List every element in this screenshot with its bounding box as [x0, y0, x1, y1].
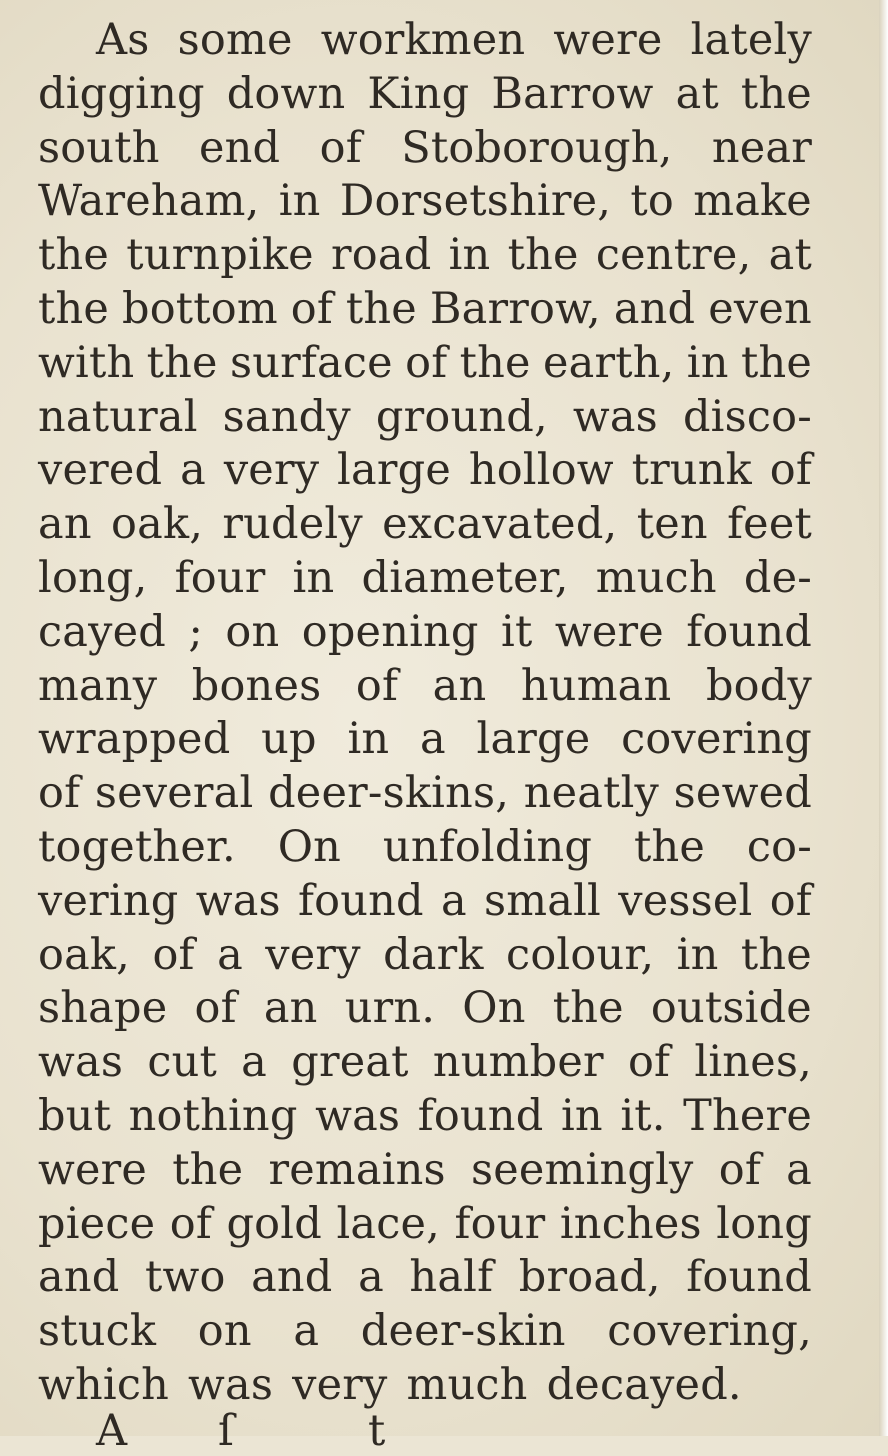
word: earth, [543, 337, 675, 388]
word: which [38, 1359, 170, 1410]
word: Stoborough, [401, 122, 673, 173]
word: with [38, 337, 135, 388]
word: of [169, 1198, 212, 1249]
word: a [419, 714, 446, 765]
word: and [38, 1252, 120, 1303]
text-line [38, 444, 812, 498]
word: centre, [595, 230, 752, 281]
word: broad, [518, 1252, 661, 1303]
word: gold [226, 1198, 322, 1249]
word: a [786, 1144, 812, 1195]
word: decayed. [546, 1359, 742, 1410]
word: turnpike [126, 230, 314, 281]
text-line [38, 498, 812, 552]
word: several [94, 768, 254, 819]
word: of [769, 445, 812, 496]
text-line [38, 1090, 812, 1144]
word: ; [188, 606, 204, 657]
text-line [38, 122, 812, 176]
word: some [177, 15, 293, 65]
word: of [355, 660, 399, 711]
word: of [405, 337, 448, 388]
word: it. [620, 1090, 666, 1141]
word: the [38, 230, 110, 281]
word: the [345, 283, 417, 334]
word: near [711, 122, 812, 173]
word: surface [230, 337, 393, 388]
word: four [174, 552, 266, 603]
text-line [38, 1144, 812, 1198]
word: bottom [121, 283, 278, 334]
word: cut [147, 1037, 217, 1088]
word: in [560, 1090, 603, 1141]
word: diameter, [361, 552, 569, 603]
word: the [740, 929, 812, 980]
text-line [38, 175, 812, 229]
text-line [38, 229, 812, 283]
text-line [38, 982, 812, 1036]
word: sewed [673, 768, 812, 819]
word: small [484, 875, 601, 926]
word: On [277, 821, 342, 872]
word: found [686, 1252, 812, 1303]
text-line [38, 1036, 812, 1090]
word: vering [38, 875, 179, 926]
word: As [96, 15, 150, 65]
word: were [38, 1144, 148, 1195]
text-line [38, 391, 812, 445]
word: colour, [506, 929, 655, 980]
word: co- [746, 821, 812, 872]
word: were [553, 15, 663, 65]
word: was [195, 875, 281, 926]
word: opening [301, 606, 479, 657]
word: in [448, 230, 491, 281]
word: in [686, 337, 729, 388]
word: vessel [618, 875, 753, 926]
text-line [38, 337, 812, 391]
word: were [554, 606, 664, 657]
page-edge [879, 0, 888, 1436]
text-line [38, 1198, 812, 1252]
word: together. [38, 821, 236, 872]
word: of [319, 122, 362, 173]
word: four [454, 1198, 546, 1249]
word: two [144, 1252, 226, 1303]
text-line [38, 1359, 812, 1413]
word: in [347, 714, 390, 765]
word: dark [383, 929, 484, 980]
word: to [630, 176, 674, 227]
word: the [172, 1144, 244, 1195]
word: on [225, 606, 280, 657]
word: was [188, 1359, 274, 1410]
word: at [675, 68, 719, 119]
word: body [705, 660, 812, 711]
word: found [298, 875, 424, 926]
word: road [331, 230, 432, 281]
word: feet [727, 499, 812, 550]
word: it [501, 606, 533, 657]
text-line [38, 713, 812, 767]
text-line [38, 552, 812, 606]
text-line [38, 1305, 812, 1359]
word: at [768, 230, 812, 281]
word: disco- [682, 391, 812, 442]
word: cayed [38, 606, 166, 657]
word: Wareham, [38, 176, 260, 227]
word: oak, [111, 499, 204, 550]
word: a [217, 929, 243, 980]
word: unfolding [382, 821, 593, 872]
word: up [261, 714, 317, 765]
word: was [572, 391, 658, 442]
word: a [358, 1252, 384, 1303]
word: number [432, 1037, 604, 1088]
word: great [291, 1037, 409, 1088]
word: covering, [607, 1306, 812, 1357]
word: seemingly [470, 1144, 694, 1195]
word: found [417, 1090, 544, 1141]
word: neatly [523, 768, 660, 819]
text-line [38, 660, 812, 714]
text-line [38, 875, 812, 929]
word: lately [690, 15, 812, 65]
word: King [367, 68, 470, 119]
word: hollow [468, 445, 614, 496]
word: Dorsetshire, [339, 176, 612, 227]
word: of [38, 768, 81, 819]
word: on [197, 1306, 252, 1357]
word: oak, [38, 929, 131, 980]
word: long [716, 1198, 812, 1249]
word: the [634, 821, 706, 872]
word: nothing [128, 1090, 298, 1141]
word: of [152, 929, 195, 980]
cut-off-next-line: A ſ t [96, 1406, 386, 1456]
word: There [683, 1090, 812, 1141]
word: large [337, 445, 451, 496]
word: found [686, 606, 812, 657]
text-line [38, 1251, 812, 1305]
word: stuck [38, 1306, 157, 1357]
word: trunk [631, 445, 752, 496]
word: of [194, 983, 237, 1034]
word: shape [38, 983, 168, 1034]
text-line [38, 767, 812, 821]
word: covering [621, 714, 812, 765]
word: inches [559, 1198, 702, 1249]
word: many [38, 660, 158, 711]
word: de- [743, 552, 812, 603]
word: even [708, 283, 812, 334]
word: lace, [336, 1198, 441, 1249]
text-line [38, 14, 812, 68]
word: of [290, 283, 333, 334]
word: long, [38, 552, 148, 603]
word: Barrow [491, 68, 654, 119]
word: but [38, 1090, 112, 1141]
word: make [693, 176, 812, 227]
word: a [293, 1306, 320, 1357]
word: a [440, 875, 467, 926]
word: and [613, 283, 696, 334]
text-line [38, 606, 812, 660]
word: much [406, 1359, 528, 1410]
word: remains [268, 1144, 446, 1195]
word: deer-skins, [268, 768, 510, 819]
word: On [462, 983, 526, 1034]
word: very [223, 445, 320, 496]
word: an [432, 660, 487, 711]
word: wrapped [38, 714, 231, 765]
word: large [476, 714, 591, 765]
word: vered [38, 445, 163, 496]
word: deer-skin [360, 1306, 566, 1357]
word: of [627, 1037, 671, 1088]
word: the [552, 983, 624, 1034]
word: end [198, 122, 281, 173]
word: in [676, 929, 719, 980]
word: the [146, 337, 218, 388]
text-line [38, 929, 812, 983]
word: very [292, 1359, 388, 1410]
word: human [520, 660, 672, 711]
text-line [38, 68, 812, 122]
word: urn. [344, 983, 436, 1034]
word: workmen [320, 15, 526, 65]
word: piece [38, 1198, 156, 1249]
word: south [38, 122, 160, 173]
word: the [740, 337, 812, 388]
word: in [292, 552, 335, 603]
word: in [278, 176, 321, 227]
word: the [740, 68, 812, 119]
word: digging [38, 68, 205, 119]
word: the [459, 337, 531, 388]
word: Barrow, [429, 283, 601, 334]
word: and [251, 1252, 333, 1303]
word: was [315, 1090, 401, 1141]
word: ground, [375, 391, 548, 442]
word: lines, [694, 1037, 812, 1088]
word: the [38, 283, 110, 334]
text-line [38, 283, 812, 337]
word: bones [191, 660, 322, 711]
word: a [241, 1037, 268, 1088]
word: the [507, 230, 579, 281]
word: half [409, 1252, 494, 1303]
word: an [38, 499, 92, 550]
word: rudely [222, 499, 363, 550]
word: an [263, 983, 318, 1034]
word: very [265, 929, 361, 980]
word: much [595, 552, 717, 603]
word: ten [636, 499, 708, 550]
word: excavated, [382, 499, 618, 550]
word: of [769, 875, 812, 926]
word: outside [650, 983, 812, 1034]
word: of [718, 1144, 761, 1195]
word: down [226, 68, 346, 119]
word: was [38, 1037, 124, 1088]
word: natural [38, 391, 198, 442]
text-line [38, 821, 812, 875]
article-column [38, 14, 812, 1413]
word: sandy [222, 391, 351, 442]
word: a [180, 445, 206, 496]
